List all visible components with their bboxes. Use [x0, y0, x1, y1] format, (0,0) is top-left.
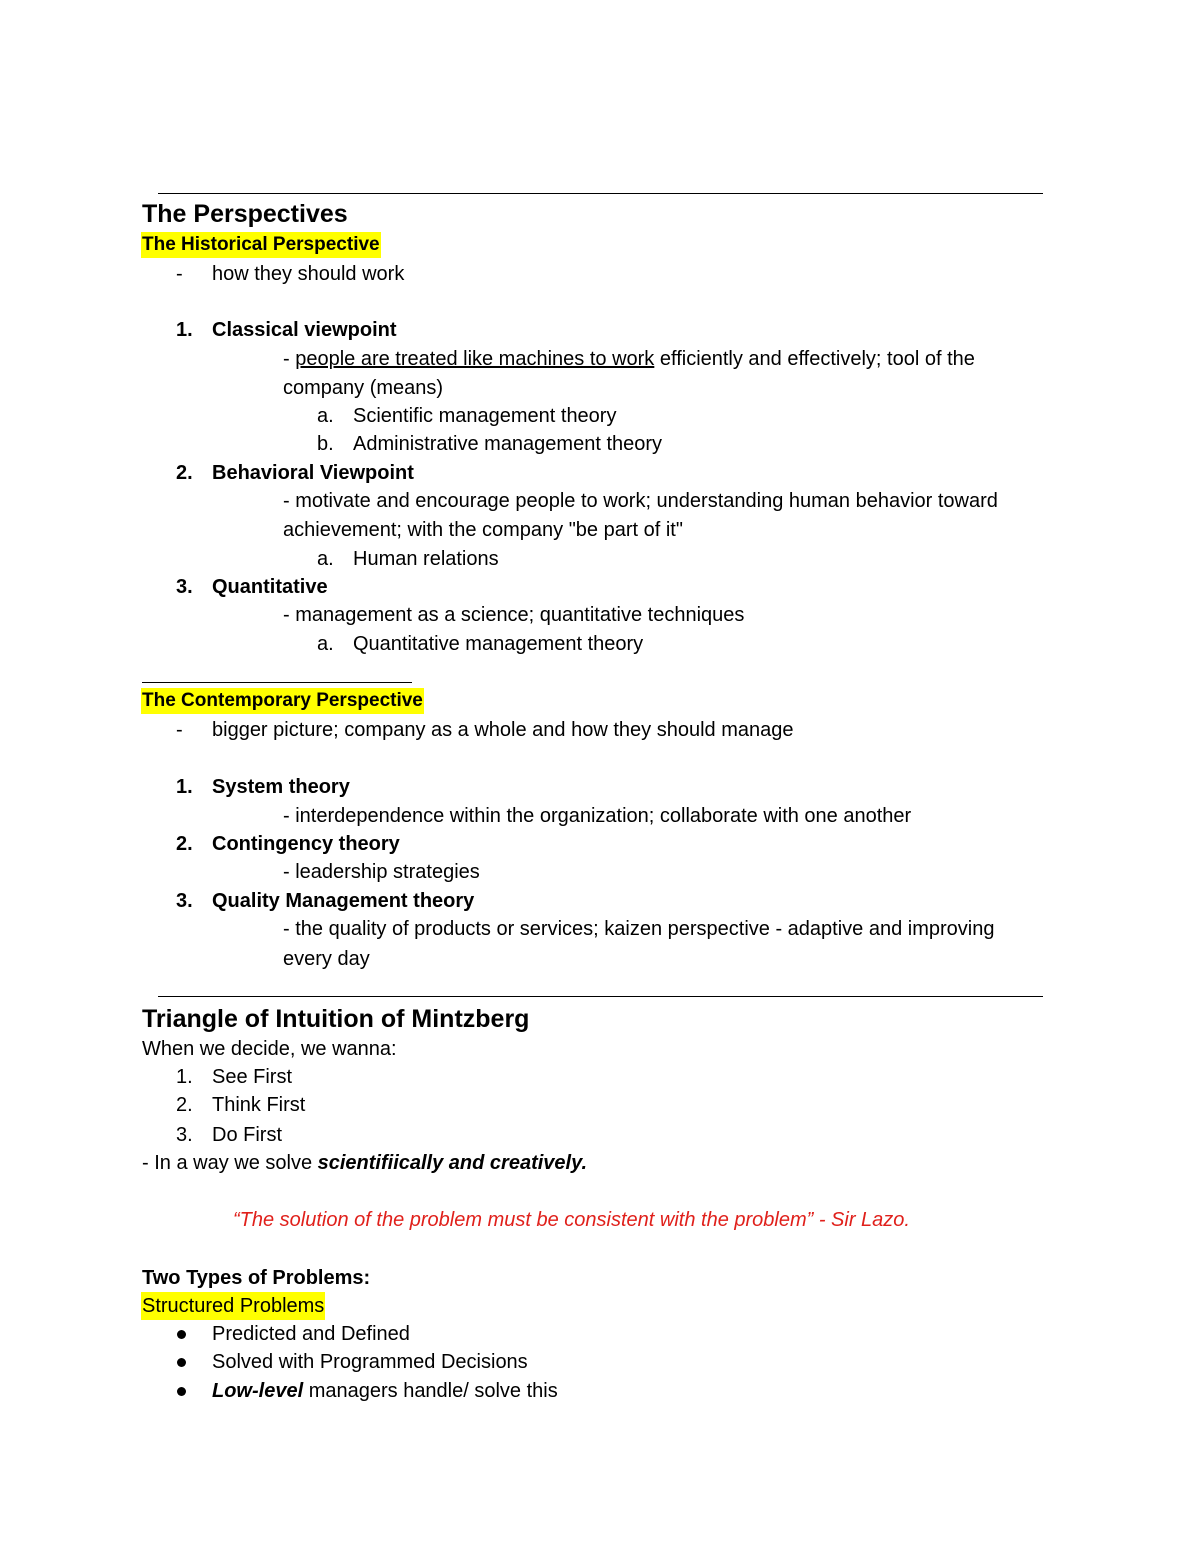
step-number: 3.	[176, 1124, 193, 1146]
sub-item-quantitative-mgmt: Quantitative management theory	[353, 633, 644, 655]
underlined-phrase: people are treated like machines to work	[295, 348, 655, 370]
quality-management-desc-line1: - the quality of products or services; kaizen perspective - adaptive and improving	[283, 918, 995, 940]
sub-item-administrative: Administrative management theory	[353, 433, 663, 455]
quality-management-desc-line2: every day	[283, 948, 370, 970]
step-see-first: See First	[212, 1066, 293, 1088]
list-number: 3.	[176, 890, 193, 912]
sub-item-scientific: Scientific management theory	[353, 405, 617, 427]
item-title-contingency-theory: Contingency theory	[212, 833, 400, 855]
quote-sir-lazo: “The solution of the problem must be consistent with the problem” - Sir Lazo.	[233, 1209, 910, 1231]
item-title-system-theory: System theory	[212, 776, 350, 798]
classical-desc-line1: - people are treated like machines to work efficiently and effectively; tool of the	[283, 348, 975, 370]
sub-letter: a.	[317, 405, 334, 427]
solve-line: - In a way we solve scientifiically and creatively.	[142, 1152, 588, 1174]
sub-letter: b.	[317, 433, 334, 455]
list-number: 2.	[176, 833, 193, 855]
item-title-classical: Classical viewpoint	[212, 319, 397, 341]
solve-emphasis: scientifiically and creatively.	[317, 1152, 588, 1174]
problems-title: Two Types of Problems:	[142, 1267, 371, 1289]
bullet-low-level-managers: Low-level managers handle/ solve this	[212, 1380, 558, 1402]
contingency-theory-desc: - leadership strategies	[283, 861, 480, 883]
behavioral-desc-line2: achievement; with the company "be part of it"	[283, 519, 683, 541]
list-number: 1.	[176, 319, 193, 341]
bullet-programmed-decisions: Solved with Programmed Decisions	[212, 1351, 528, 1373]
item-title-quantitative: Quantitative	[212, 576, 328, 598]
list-number: 1.	[176, 776, 193, 798]
contemporary-dash-item: bigger picture; company as a whole and how they should manage	[212, 719, 794, 741]
sub-letter: a.	[317, 548, 334, 570]
section-title-mintzberg: Triangle of Intuition of Mintzberg	[142, 1005, 530, 1033]
step-number: 1.	[176, 1066, 193, 1088]
system-theory-desc: - interdependence within the organization; collaborate with one another	[283, 805, 912, 827]
item-title-quality-management: Quality Management theory	[212, 890, 475, 912]
list-number: 3.	[176, 576, 193, 598]
dash-marker: -	[176, 719, 183, 741]
bullet-icon	[177, 1387, 186, 1396]
step-do-first: Do First	[212, 1124, 282, 1146]
step-number: 2.	[176, 1094, 193, 1116]
heading-structured-problems: Structured Problems	[141, 1292, 325, 1320]
bullet-icon	[177, 1330, 186, 1339]
heading-historical-perspective: The Historical Perspective	[141, 232, 381, 258]
step-think-first: Think First	[212, 1094, 306, 1116]
divider-mid	[158, 996, 1043, 997]
sub-letter: a.	[317, 633, 334, 655]
bullet-icon	[177, 1358, 186, 1367]
quantitative-desc-line1: - management as a science; quantitative techniques	[283, 604, 745, 626]
historical-dash-item: how they should work	[212, 263, 405, 285]
section-title-perspectives: The Perspectives	[142, 200, 348, 228]
behavioral-desc-line1: - motivate and encourage people to work; understanding human behavior toward	[283, 490, 998, 512]
divider-short	[142, 682, 412, 683]
sub-item-human-relations: Human relations	[353, 548, 499, 570]
item-title-behavioral: Behavioral Viewpoint	[212, 462, 414, 484]
heading-contemporary-perspective: The Contemporary Perspective	[141, 688, 424, 714]
bullet-predicted-defined: Predicted and Defined	[212, 1323, 410, 1345]
classical-desc-line2: company (means)	[283, 377, 444, 399]
divider-top	[158, 193, 1043, 194]
dash-marker: -	[176, 263, 183, 285]
low-level-emphasis: Low-level	[212, 1380, 304, 1402]
list-number: 2.	[176, 462, 193, 484]
mintzberg-intro: When we decide, we wanna:	[142, 1038, 397, 1060]
